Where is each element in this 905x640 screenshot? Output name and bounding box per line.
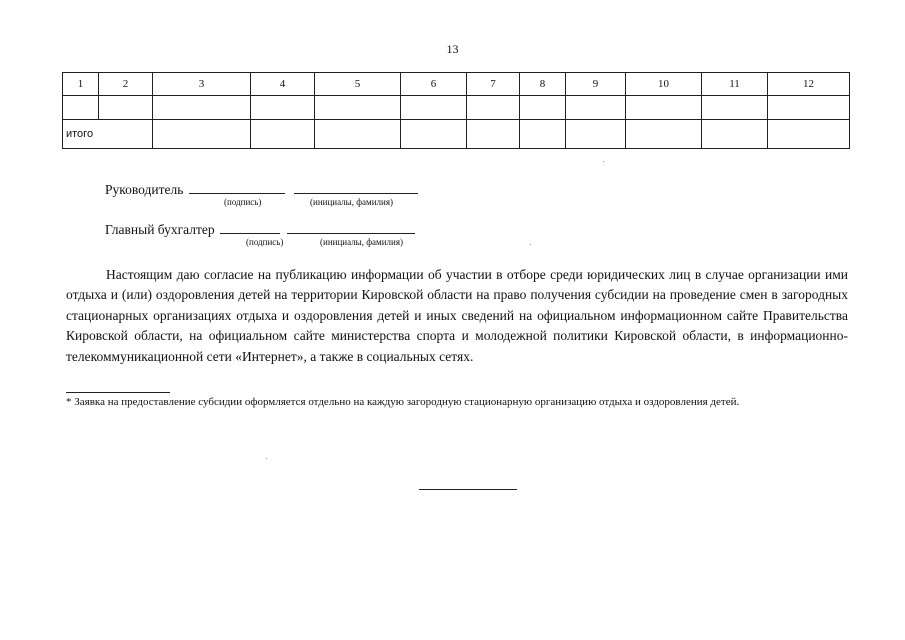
table-cell <box>251 120 315 149</box>
table-cell <box>520 96 566 120</box>
column-header: 7 <box>467 73 520 96</box>
table-cell <box>315 120 401 149</box>
table-total-row <box>63 120 850 149</box>
accountant-name-caption: (инициалы, фамилия) <box>320 237 403 247</box>
column-header: 5 <box>315 73 401 96</box>
column-header: 6 <box>401 73 467 96</box>
table-cell <box>153 96 251 120</box>
column-header: 3 <box>153 73 251 96</box>
table-cell <box>566 120 626 149</box>
footnote: * Заявка на предоставление субсидии оформляется отдельно на каждую загородную стационарную организацию отдыха и оздоровления детей. <box>66 396 740 408</box>
footnote-divider <box>66 392 170 393</box>
column-header: 12 <box>768 73 850 96</box>
column-header: 11 <box>702 73 768 96</box>
accountant-name-blank <box>287 219 415 234</box>
table-cell <box>99 96 153 120</box>
data-table <box>62 72 850 149</box>
column-header: 9 <box>566 73 626 96</box>
table-cell <box>626 120 702 149</box>
head-signature-line <box>105 179 418 198</box>
table-cell <box>566 96 626 120</box>
scan-speck <box>530 244 531 245</box>
table-cell <box>626 96 702 120</box>
column-header: 8 <box>520 73 566 96</box>
column-header: 2 <box>99 73 153 96</box>
table-cell <box>251 96 315 120</box>
accountant-label: Главный бухгалтер <box>105 222 215 237</box>
scan-speck <box>266 458 267 459</box>
table-cell <box>63 96 99 120</box>
head-name-blank <box>294 179 418 194</box>
table-cell <box>702 96 768 120</box>
total-label: итого <box>63 120 153 149</box>
head-signature-caption: (подпись) <box>224 197 262 207</box>
accountant-signature-line <box>105 219 415 238</box>
table-cell <box>768 96 850 120</box>
column-header: 10 <box>626 73 702 96</box>
scan-speck <box>603 161 604 162</box>
table-cell <box>401 96 467 120</box>
page-number: 13 <box>446 42 459 56</box>
head-name-caption: (инициалы, фамилия) <box>310 197 393 207</box>
table-header-row <box>63 73 850 96</box>
consent-paragraph: Настоящим даю согласие на публикацию информации об участии в отборе среди юридических лиц в случае организации ими отдыха и (или) оздоровления детей на территории Кировской области на право получения субсидии на проведение смен в загородных стационарных организациях отдыха и оздоровления детей и иных сведений на официальном информационном сайте Правительства Кировской области, на официальном сайте министерства спорта и молодежной политики Кировской области, в информационно-телекоммуникационной сети «Интернет», а также в социальных сетях. <box>66 267 848 364</box>
accountant-signature-caption: (подпись) <box>246 237 284 247</box>
table-cell <box>467 96 520 120</box>
table-cell <box>467 120 520 149</box>
head-label: Руководитель <box>105 182 184 197</box>
table-cell <box>520 120 566 149</box>
table-row <box>63 96 850 120</box>
end-divider <box>419 489 517 490</box>
head-signature-blank <box>189 179 285 194</box>
table-cell <box>153 120 251 149</box>
table-cell <box>702 120 768 149</box>
column-header: 1 <box>63 73 99 96</box>
table-cell <box>315 96 401 120</box>
table-cell <box>768 120 850 149</box>
accountant-signature-blank <box>220 219 280 234</box>
column-header: 4 <box>251 73 315 96</box>
table-cell <box>401 120 467 149</box>
